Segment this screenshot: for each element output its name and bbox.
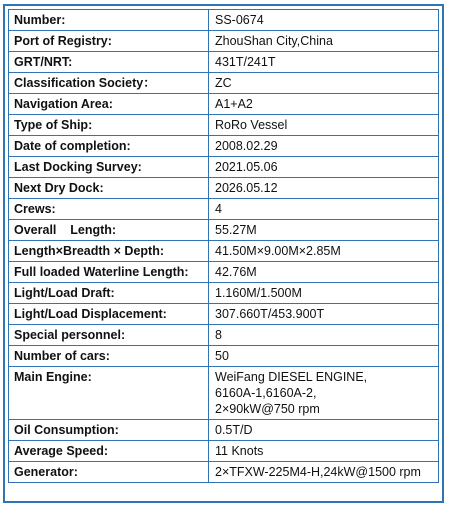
spec-value-line: 1.160M/1.500M	[215, 286, 302, 300]
spec-row	[9, 10, 439, 31]
spec-row	[9, 241, 439, 262]
spec-value	[209, 325, 439, 346]
ship-specification-frame	[3, 4, 444, 503]
spec-value-line: 0.5T/D	[215, 423, 253, 437]
spec-label: Overall Length:	[9, 220, 209, 241]
spec-value-line: 42.76M	[215, 265, 257, 279]
spec-value-line: 2026.05.12	[215, 181, 278, 195]
spec-value	[209, 115, 439, 136]
spec-value-line: 2×TFXW-225M4-H,24kW@1500 rpm	[215, 465, 421, 479]
spec-row	[9, 115, 439, 136]
spec-row	[9, 262, 439, 283]
spec-row	[9, 94, 439, 115]
spec-value	[209, 420, 439, 441]
spec-value-line: 431T/241T	[215, 55, 276, 69]
spec-value-line: WeiFang DIESEL ENGINE,	[215, 370, 368, 384]
spec-value	[209, 367, 439, 420]
spec-value	[209, 462, 439, 483]
spec-row	[9, 73, 439, 94]
spec-value	[209, 136, 439, 157]
spec-value-line: 55.27M	[215, 223, 257, 237]
spec-label: Navigation Area:	[9, 94, 209, 115]
spec-label: Port of Registry:	[9, 31, 209, 52]
spec-label: Light/Load Draft:	[9, 283, 209, 304]
spec-label: Next Dry Dock:	[9, 178, 209, 199]
spec-label: Last Docking Survey:	[9, 157, 209, 178]
spec-value-line: ZhouShan City,China	[215, 34, 333, 48]
spec-value	[209, 52, 439, 73]
spec-value-line: RoRo Vessel	[215, 118, 288, 132]
spec-label: Crews:	[9, 199, 209, 220]
spec-label: Length×Breadth × Depth:	[9, 241, 209, 262]
spec-value	[209, 346, 439, 367]
spec-value	[209, 220, 439, 241]
spec-value-line: 41.50M×9.00M×2.85M	[215, 244, 341, 258]
spec-row	[9, 136, 439, 157]
spec-value	[209, 441, 439, 462]
ship-specification-table	[8, 9, 439, 483]
spec-value	[209, 178, 439, 199]
spec-label: Main Engine:	[9, 367, 209, 420]
spec-row	[9, 220, 439, 241]
spec-label: Light/Load Displacement:	[9, 304, 209, 325]
spec-row	[9, 420, 439, 441]
spec-row	[9, 31, 439, 52]
spec-value-line: 2008.02.29	[215, 139, 278, 153]
spec-label: GRT/NRT:	[9, 52, 209, 73]
spec-label: Average Speed:	[9, 441, 209, 462]
spec-value	[209, 157, 439, 178]
spec-row	[9, 441, 439, 462]
spec-value	[209, 199, 439, 220]
spec-row	[9, 178, 439, 199]
spec-value-line: 2021.05.06	[215, 160, 278, 174]
spec-row	[9, 325, 439, 346]
spec-label: Special personnel:	[9, 325, 209, 346]
spec-value-line: 6160A-1,6160A-2,	[215, 386, 317, 400]
spec-value-line: SS-0674	[215, 13, 264, 27]
spec-value-line: A1+A2	[215, 97, 253, 111]
spec-row	[9, 304, 439, 325]
spec-row	[9, 283, 439, 304]
spec-row	[9, 199, 439, 220]
spec-label: Classification Society：	[9, 73, 209, 94]
spec-value-line: 8	[215, 328, 222, 342]
spec-value-line: 50	[215, 349, 229, 363]
spec-value-line: ZC	[215, 76, 232, 90]
spec-label: Full loaded Waterline Length:	[9, 262, 209, 283]
spec-value-line: 4	[215, 202, 222, 216]
spec-value-line: 307.660T/453.900T	[215, 307, 325, 321]
spec-row	[9, 52, 439, 73]
spec-row	[9, 157, 439, 178]
spec-value	[209, 283, 439, 304]
spec-value-line: 11 Knots	[215, 444, 264, 458]
spec-row	[9, 346, 439, 367]
spec-label: Oil Consumption:	[9, 420, 209, 441]
spec-label: Number of cars:	[9, 346, 209, 367]
spec-label: Number:	[9, 10, 209, 31]
spec-table-body	[9, 10, 439, 483]
spec-value	[209, 262, 439, 283]
spec-value	[209, 241, 439, 262]
spec-value-line: 2×90kW@750 rpm	[215, 402, 320, 416]
spec-row	[9, 462, 439, 483]
spec-value	[209, 31, 439, 52]
spec-value	[209, 94, 439, 115]
spec-row	[9, 367, 439, 420]
spec-label: Type of Ship:	[9, 115, 209, 136]
spec-label: Date of completion:	[9, 136, 209, 157]
spec-value	[209, 73, 439, 94]
spec-value	[209, 304, 439, 325]
spec-value	[209, 10, 439, 31]
spec-label: Generator:	[9, 462, 209, 483]
